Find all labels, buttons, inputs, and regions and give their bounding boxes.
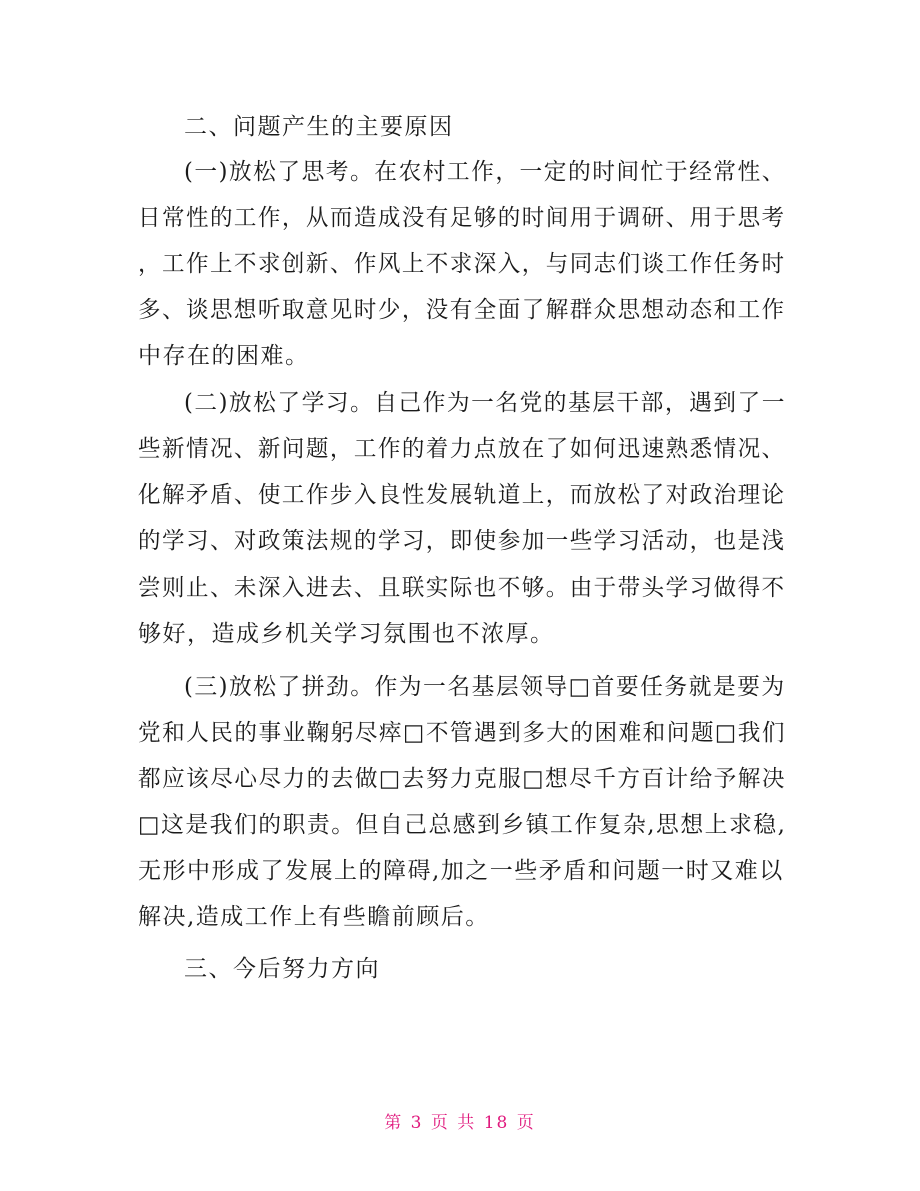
paragraph-line: 日常性的工作，从而造成没有足够的时间用于调研、用于思考 bbox=[138, 205, 786, 231]
paragraph-line: 都应该尽心尽力的去做□去努力克服□想尽千方百计给予解决 bbox=[138, 766, 786, 792]
section-heading: 三、今后努力方向 bbox=[184, 956, 380, 982]
paragraph-line: (一)放松了思考。在农村工作，一定的时间忙于经常性、 bbox=[184, 159, 786, 185]
paragraph-line: 党和人民的事业鞠躬尽瘁□不管遇到多大的困难和问题□我们 bbox=[138, 720, 786, 746]
paragraph-line: 中存在的困难。 bbox=[138, 343, 310, 369]
paragraph-line: 些新情况、新问题，工作的着力点放在了如何迅速熟悉情况、 bbox=[138, 436, 786, 462]
paragraph-line: 化解矛盾、使工作步入良性发展轨道上，而放松了对政治理论 bbox=[138, 482, 786, 508]
paragraph-line: 的学习、对政策法规的学习，即使参加一些学习活动，也是浅 bbox=[138, 528, 786, 554]
paragraph-line: □这是我们的职责。但自己总感到乡镇工作复杂,思想上求稳, bbox=[138, 812, 787, 838]
section-heading: 二、问题产生的主要原因 bbox=[184, 114, 454, 140]
paragraph-line: 多、谈思想听取意见时少，没有全面了解群众思想动态和工作 bbox=[138, 297, 786, 323]
paragraph-line: 解决,造成工作上有些瞻前顾后。 bbox=[138, 904, 490, 930]
paragraph-line: 无形中形成了发展上的障碍,加之一些矛盾和问题一时又难以 bbox=[138, 858, 784, 884]
paragraph-line: ，工作上不求创新、作风上不求深入，与同志们谈工作任务时 bbox=[138, 251, 786, 277]
paragraph-line: (三)放松了拼劲。作为一名基层领导□首要任务就是要为 bbox=[184, 674, 786, 700]
paragraph-line: 尝则止、未深入进去、且联实际也不够。由于带头学习做得不 bbox=[138, 575, 786, 601]
paragraph-line: 够好，造成乡机关学习氛围也不浓厚。 bbox=[138, 621, 555, 647]
page-number-footer: 第 3 页 共 18 页 bbox=[384, 1113, 536, 1133]
paragraph-line: (二)放松了学习。自己作为一名党的基层干部，遇到了一 bbox=[184, 390, 786, 416]
